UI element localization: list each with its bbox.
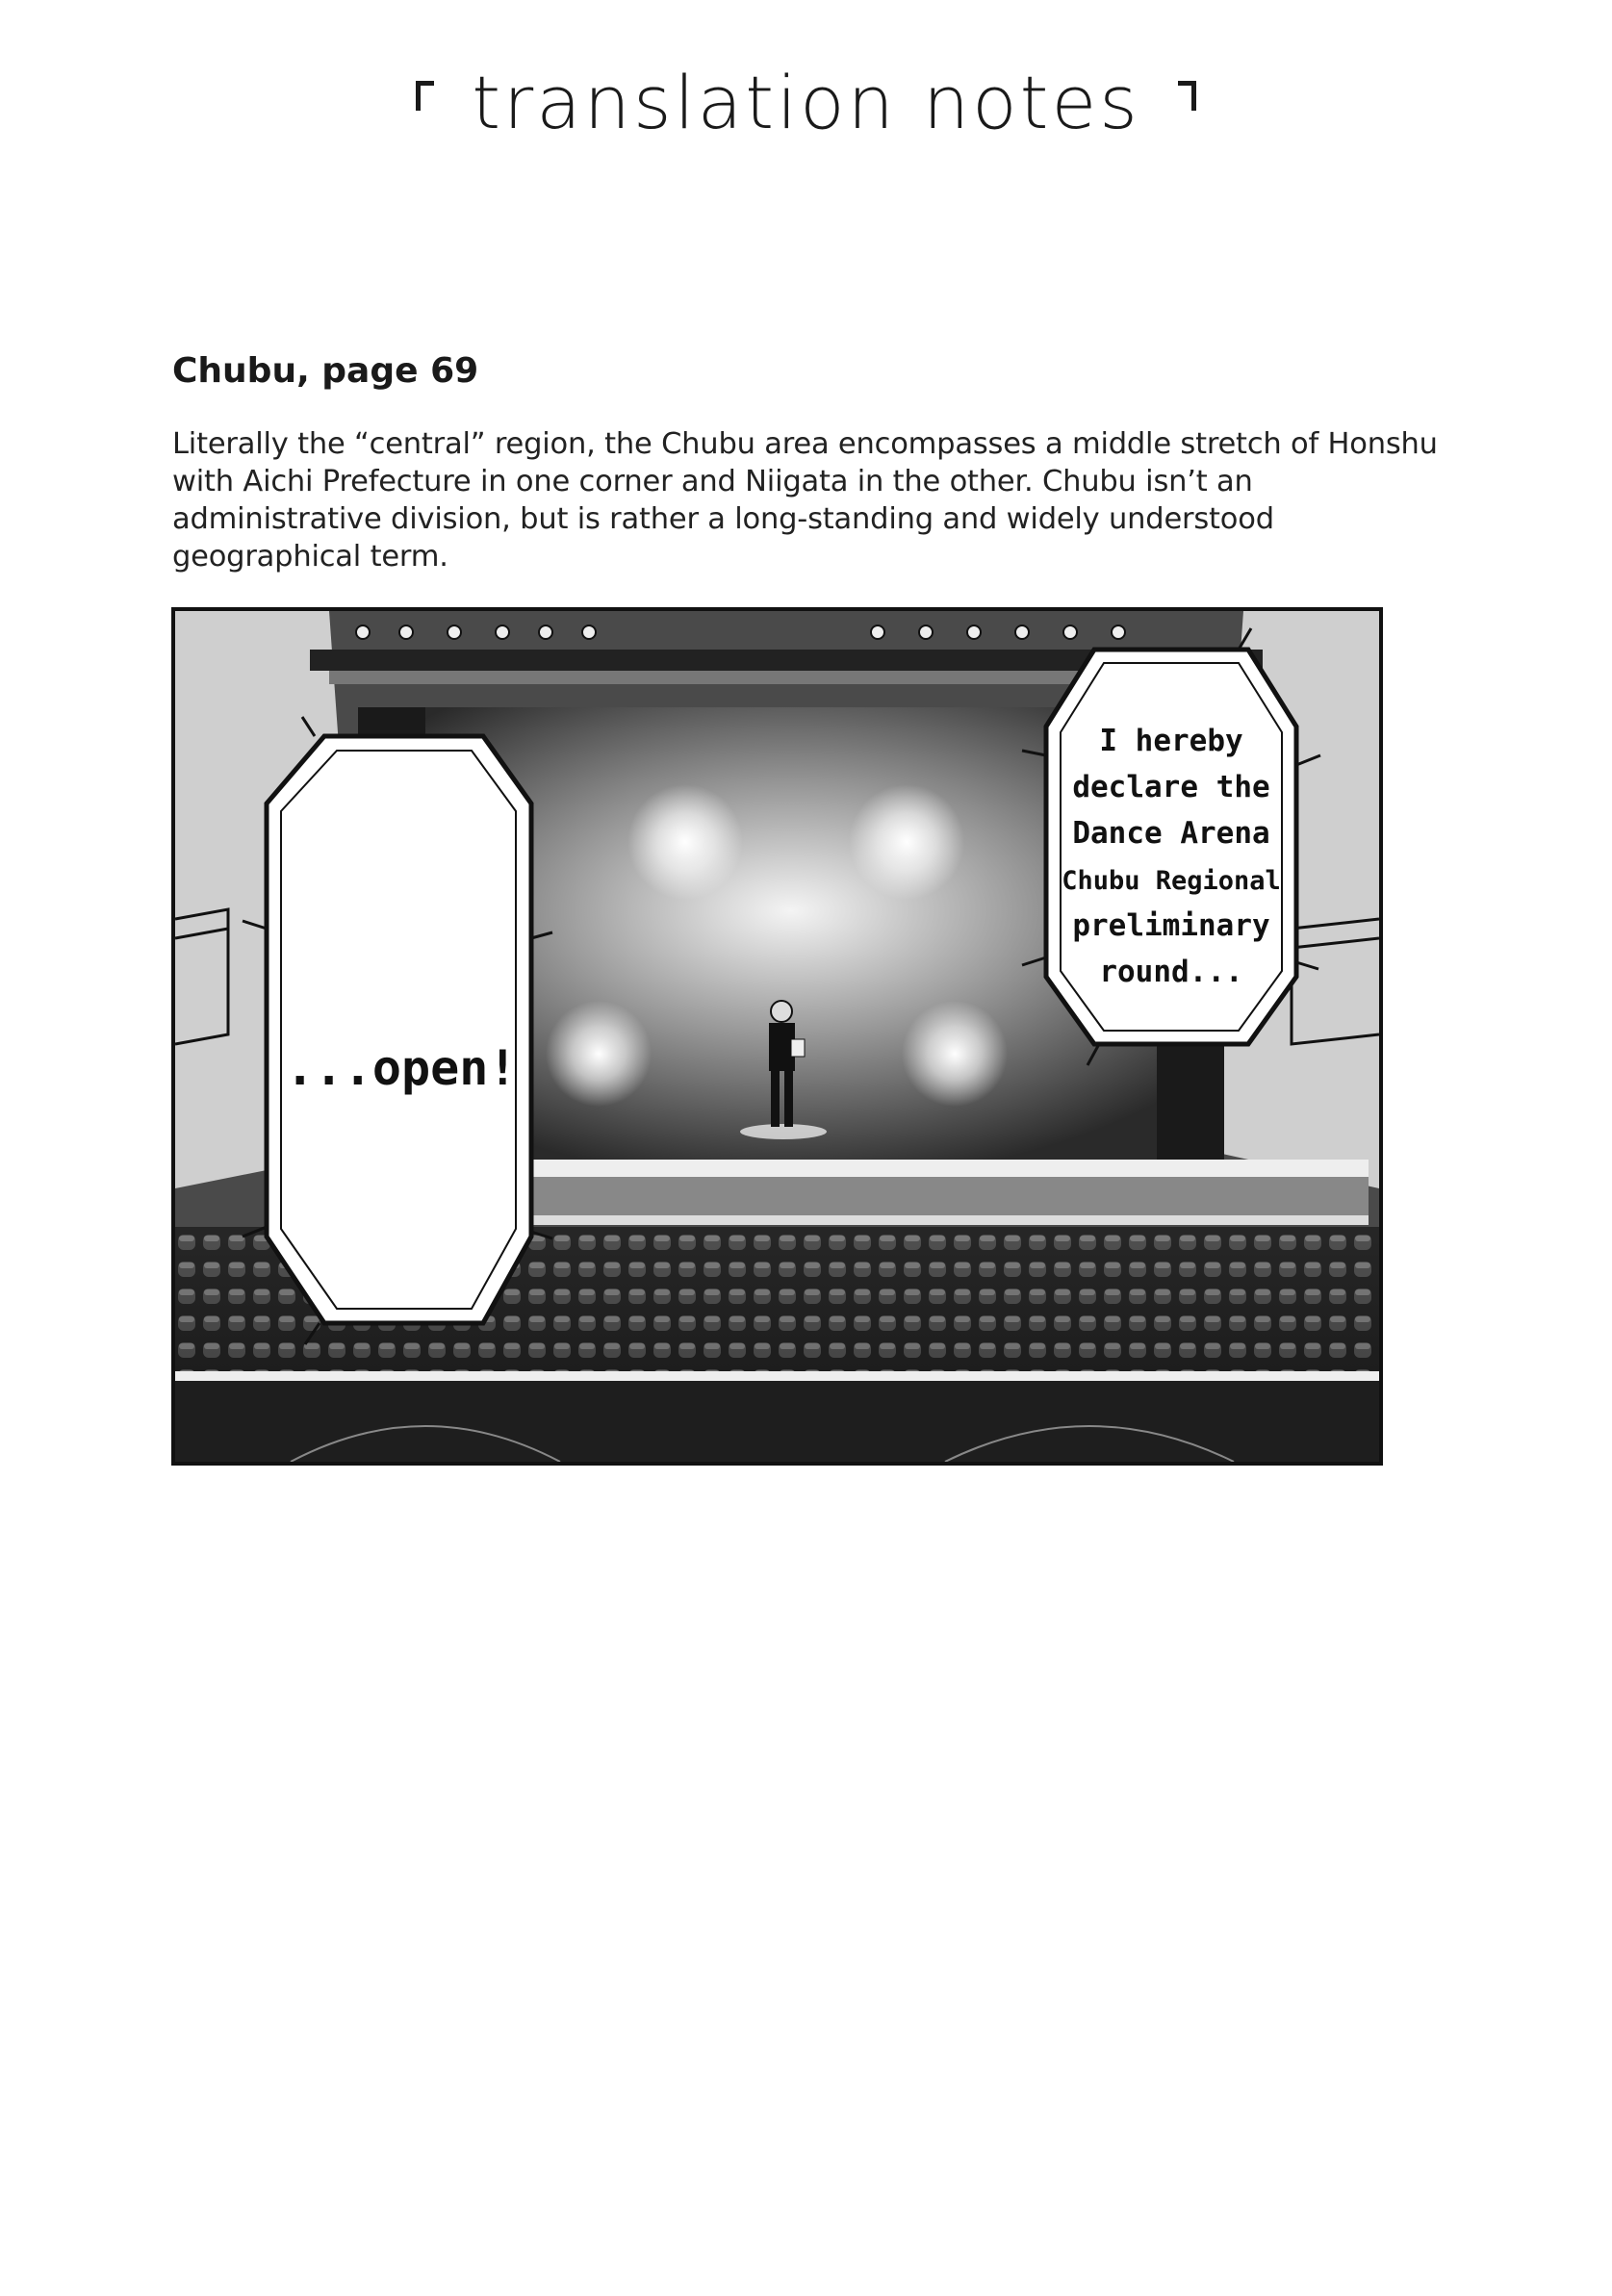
note-body: Literally the “central” region, the Chubu area encompasses a middle stretch of Honshu with Aichi Prefecture in one corner and Niigata in the other. Chubu isn’t an administrative division, but is rather a long-standing and widely understood geographical term. — [172, 427, 1438, 574]
bubble-right-line-1: I hereby — [1099, 724, 1243, 758]
note-heading: Chubu, page 69 — [172, 351, 479, 391]
page-title-text: translation notes — [472, 60, 1140, 145]
bubble-left-text: ...open! — [285, 1040, 518, 1096]
page-title — [410, 60, 1202, 145]
bubble-right-line-3: Dance Arena — [1072, 816, 1270, 851]
speech-bubble-right — [1022, 628, 1320, 1065]
bubble-right-line-2: declare the — [1072, 770, 1270, 804]
manga-panel-illustration — [175, 611, 1379, 1462]
open-bracket-icon — [416, 81, 434, 111]
manga-panel — [171, 607, 1383, 1466]
close-bracket-icon — [1178, 81, 1196, 111]
bubble-right-line-6: round... — [1099, 955, 1243, 989]
translation-note — [172, 351, 1452, 575]
page-header — [0, 60, 1612, 145]
bubble-right-line-5: preliminary — [1072, 908, 1270, 943]
bubble-right-line-4: Chubu Regional — [1062, 866, 1281, 896]
speech-bubble-left — [243, 717, 552, 1344]
